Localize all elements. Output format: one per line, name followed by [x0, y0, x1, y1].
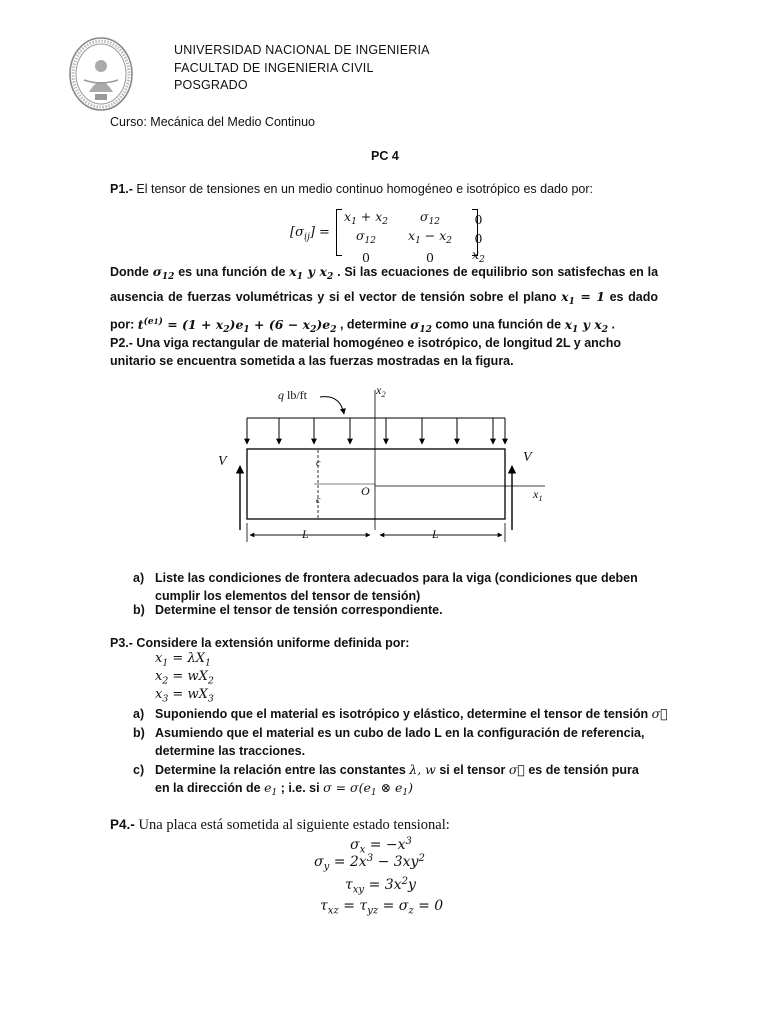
matrix-cell: $\sigma_{12}$	[420, 209, 441, 228]
p3-equation-1: $x_1 = \lambda X_1$	[155, 651, 211, 669]
p1-stress-matrix	[334, 210, 495, 267]
L-left-label: L	[302, 527, 309, 541]
beam-figure	[210, 380, 560, 550]
matrix-cell: 0	[426, 250, 434, 266]
x1-axis-label: $x_1$	[533, 487, 543, 504]
p2-text: Una viga rectangular de material homogéneo e isotrópico, de longitud 2L y ancho unitario se encuentra sometida a las fuerzas mostradas en la figura.	[110, 336, 622, 368]
p3-item-a: a) Suponiendo que el material es isotrópico y elástico, determine el tensor de tensión σ⃡	[133, 706, 668, 721]
p4-statement	[110, 817, 450, 834]
c-bottom-label: c	[316, 495, 321, 506]
load-arrows	[247, 418, 505, 444]
matrix-cell: $x_2$	[472, 247, 485, 266]
p3-text: Considere la extensión uniforme definida por:	[136, 636, 410, 650]
x2-axis-label: $x_2$	[376, 383, 386, 400]
p4-equation-2: $\sigma_y = 2x^3 - 3xy^2$	[314, 853, 425, 873]
p4-equation-1: $\sigma_x = -x^3$	[350, 836, 412, 856]
p3-item-c: c) Determine la relación entre las constantes λ, w si el tensor σ⃡ es de tensión pura en la dirección de $e_1$ ; i.e. si $\sigma = \sigma(e_1$ ⊗ $e_1$)	[133, 762, 639, 799]
p2-item-a: a) Liste las condiciones de frontera adecuados para la viga (condiciones que deben cumplir los elementos del tensor de tensión)	[133, 571, 638, 603]
matrix-cell: $x_1 - x_2$	[408, 228, 453, 247]
p3-equation-2: $x_2 = wX_2$	[155, 669, 214, 687]
p3-label: P3.-	[110, 636, 133, 650]
p1-text: El tensor de tensiones en un medio continuo homogéneo e isotrópico es dado por:	[136, 182, 593, 196]
exam-title: PC 4	[371, 149, 399, 163]
matrix-cell: $\sigma_{12}$	[356, 228, 376, 247]
p4-equation-4: $\tau_{xz} = \tau_{yz} = \sigma_z = 0$	[320, 898, 444, 917]
p3-item-b: b) Asumiendo que el material es un cubo de lado L en la configuración de referencia, determine las tracciones.	[133, 726, 645, 758]
shear-right-label: V	[523, 450, 532, 465]
department-name: POSGRADO	[174, 78, 248, 92]
p4-equation-3: $\tau_{xy} = 3x^2y$	[345, 876, 416, 896]
p2-label: P2.-	[110, 336, 133, 350]
matrix-cell: 0	[474, 212, 483, 228]
faculty-name: FACULTAD DE INGENIERIA CIVIL	[174, 60, 374, 75]
p2-statement	[110, 334, 665, 370]
p1-statement	[110, 180, 670, 198]
p4-text: Una placa está sometida al siguiente estado tensional:	[138, 817, 450, 833]
course-line: Curso: Mecánica del Medio Continuo	[110, 115, 315, 129]
p3-equation-3: $x_3 = wX_3$	[155, 687, 214, 705]
shear-left-label: V	[218, 454, 227, 469]
c-top-label: c	[316, 458, 321, 469]
p4-label: P4.-	[110, 817, 135, 832]
p1-paragraph: Donde $\sigma_{12}$ es una función de $x_1$ y $x_2$ . Si las ecuaciones de equilibrio son satisfechas en la ausencia de fuerzas volumétricas y si el vector de tensión sobre el plano $x_1 = 1$ es dado por: $t^{(e1)} = (1 + x_2)e_1 + (6 - x_2)e_2$ , determine $\sigma_{12}$ como una función de $x_1$ y $x_2$ .	[110, 264, 659, 335]
p1-label: P1.-	[110, 182, 133, 196]
matrix-cell: 0	[362, 250, 370, 266]
matrix-cell: $x_1 + x_2$	[344, 209, 389, 228]
load-label: q lb/ft	[278, 388, 307, 402]
p3-statement	[110, 634, 409, 652]
origin-label: O	[361, 484, 370, 498]
p2-item-b: b) Determine el tensor de tensión correspondiente.	[133, 603, 443, 617]
institution-header	[174, 42, 430, 95]
matrix-cell: 0	[474, 231, 483, 247]
university-name: UNIVERSIDAD NACIONAL DE INGENIERIA	[174, 43, 430, 57]
university-seal	[68, 36, 134, 112]
L-right-label: L	[432, 527, 439, 541]
p1-matrix-lhs: $[\sigma_{ij}]$ =	[290, 225, 330, 243]
